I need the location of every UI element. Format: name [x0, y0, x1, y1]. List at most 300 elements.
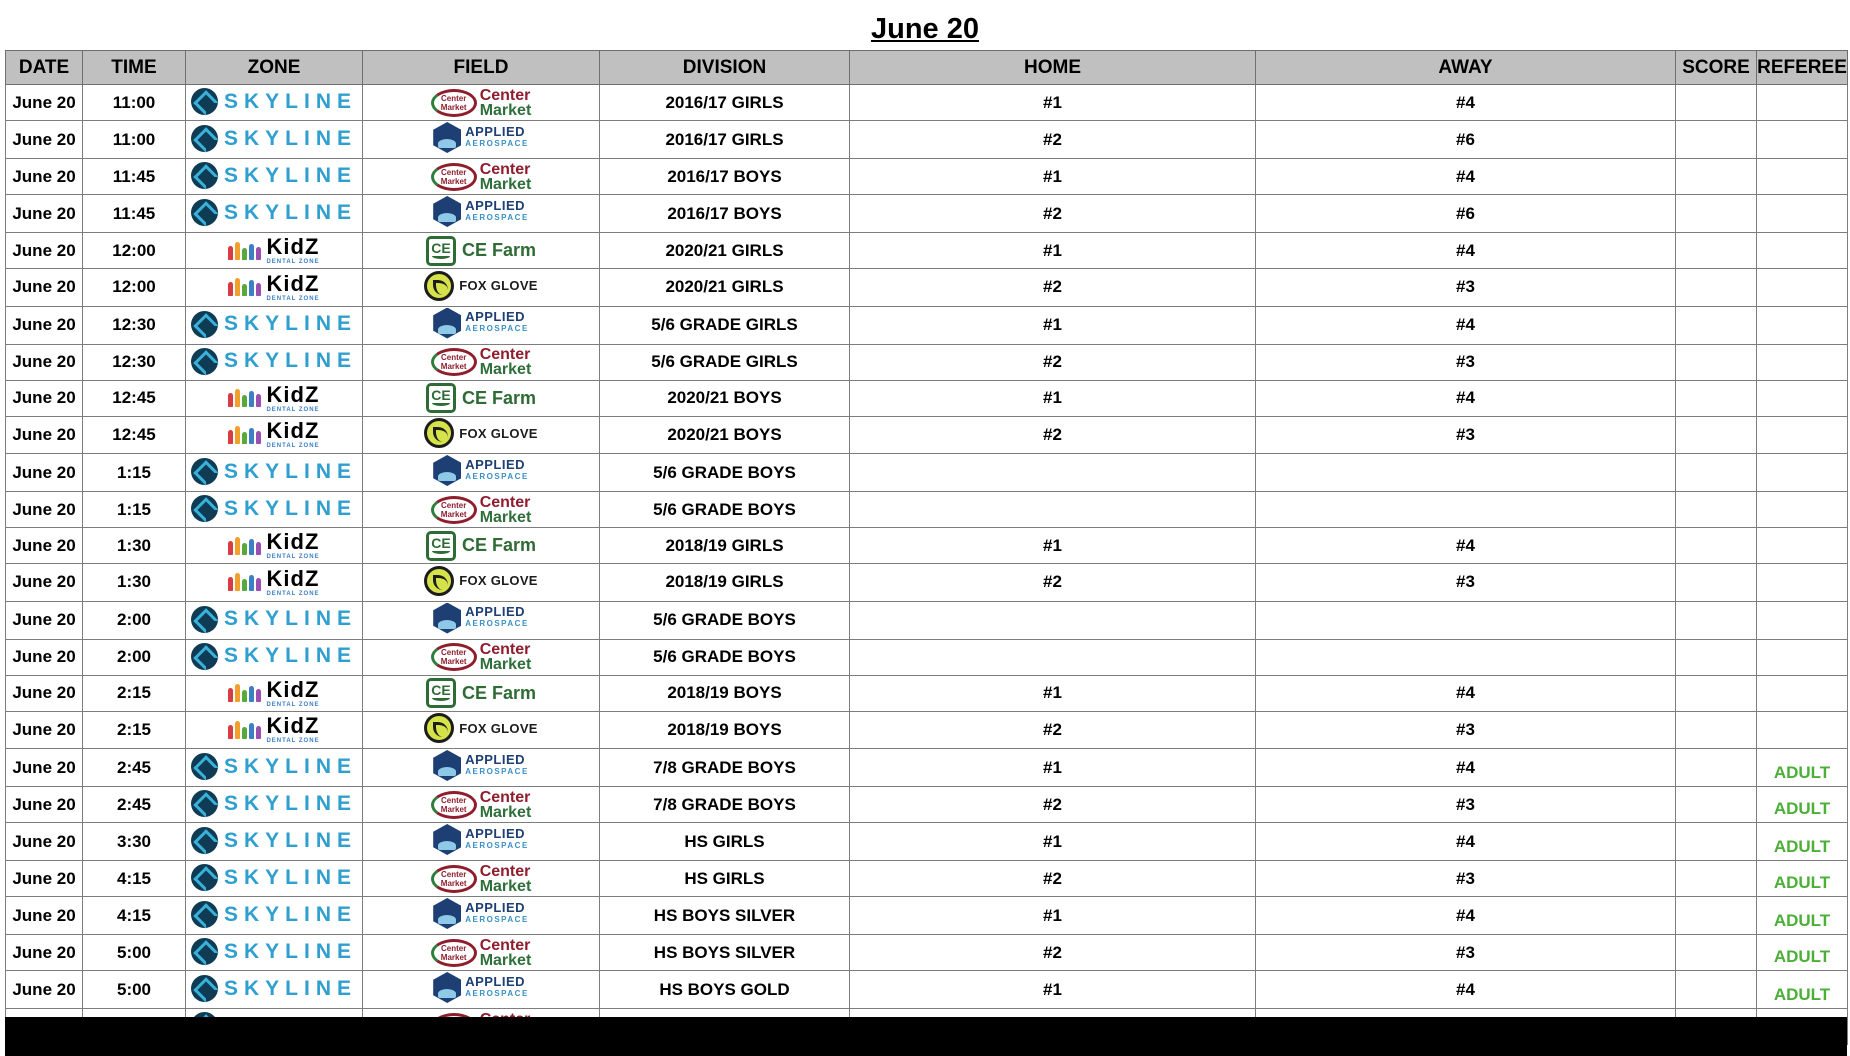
referee-cell — [1757, 85, 1848, 121]
zone-cell — [186, 749, 363, 787]
field-cell — [363, 823, 600, 861]
zone-cell — [186, 159, 363, 195]
date-cell: June 20 — [6, 121, 83, 159]
ce-farm-wordmark: CE Farm — [461, 535, 537, 555]
away-cell: #3 — [1256, 935, 1676, 971]
table-row — [6, 897, 1848, 935]
home-cell: #1 — [850, 380, 1256, 416]
center-market-wordmark: Center Market — [479, 641, 532, 674]
applied-aerospace-logo — [433, 897, 529, 930]
zone-cell — [186, 564, 363, 602]
applied-aerospace-logo — [433, 749, 529, 782]
fox-glove-wordmark: FOX GLOVE — [459, 278, 538, 293]
zone-cell — [186, 675, 363, 711]
date-cell: June 20 — [6, 749, 83, 787]
table-row — [6, 601, 1848, 639]
zone-cell — [186, 195, 363, 233]
time-cell: 3:30 — [83, 823, 186, 861]
home-cell — [850, 492, 1256, 528]
score-cell — [1676, 601, 1757, 639]
date-cell: June 20 — [6, 675, 83, 711]
skyline-logo — [191, 972, 357, 1005]
applied-aerospace-hex-icon — [433, 196, 461, 227]
center-market-wordmark: Center Market — [479, 936, 532, 969]
table-row — [6, 971, 1848, 1009]
field-cell — [363, 492, 600, 528]
zone-cell — [186, 416, 363, 454]
skyline-wordmark: SKYLINE — [223, 349, 357, 372]
applied-aerospace-logo — [433, 602, 529, 635]
kidz-wordmark: KidZ — [266, 418, 320, 444]
division-cell: HS BOYS SILVER — [600, 935, 850, 971]
applied-aerospace-hex-icon — [433, 824, 461, 855]
time-cell: 12:30 — [83, 306, 186, 344]
division-cell: 5/6 GRADE GIRLS — [600, 306, 850, 344]
date-cell: June 20 — [6, 306, 83, 344]
score-cell — [1676, 492, 1757, 528]
kidz-dental-zone-logo — [228, 271, 319, 304]
skyline-logo — [191, 640, 357, 673]
date-cell: June 20 — [6, 787, 83, 823]
time-cell: 12:00 — [83, 233, 186, 269]
score-cell — [1676, 416, 1757, 454]
skyline-mark-icon — [191, 199, 218, 226]
away-cell: #4 — [1256, 85, 1676, 121]
date-cell: June 20 — [6, 380, 83, 416]
home-cell: #1 — [850, 306, 1256, 344]
skyline-wordmark: SKYLINE — [223, 865, 357, 889]
skyline-mark-icon — [191, 606, 218, 633]
time-cell: 2:15 — [83, 675, 186, 711]
away-cell: #3 — [1256, 711, 1676, 749]
field-cell — [363, 528, 600, 564]
zone-cell — [186, 787, 363, 823]
division-cell: 2018/19 BOYS — [600, 675, 850, 711]
table-row — [6, 269, 1848, 307]
field-cell — [363, 787, 600, 823]
zone-cell — [186, 269, 363, 307]
division-cell: 2016/17 GIRLS — [600, 121, 850, 159]
home-cell: #1 — [850, 749, 1256, 787]
referee-cell — [1757, 344, 1848, 380]
kidz-people-icon — [228, 389, 263, 407]
away-cell — [1256, 492, 1676, 528]
time-cell: 1:15 — [83, 492, 186, 528]
skyline-wordmark: SKYLINE — [223, 607, 357, 630]
score-cell — [1676, 639, 1757, 675]
applied-aerospace-hex-icon — [433, 898, 461, 929]
home-cell: #1 — [850, 823, 1256, 861]
score-cell — [1676, 380, 1757, 416]
zone-cell — [186, 935, 363, 971]
center-market-oval-icon: Center Market — [431, 496, 477, 524]
home-cell: #2 — [850, 195, 1256, 233]
referee-cell — [1757, 269, 1848, 307]
zone-cell — [186, 306, 363, 344]
center-market-oval-icon: Center Market — [431, 89, 477, 117]
skyline-wordmark: SKYLINE — [223, 902, 357, 926]
field-cell — [363, 85, 600, 121]
applied-aerospace-wordmark: APPLIED AEROSPACE — [465, 309, 529, 333]
home-cell: #1 — [850, 897, 1256, 935]
fox-glove-wordmark: FOX GLOVE — [459, 720, 538, 736]
referee-cell: ADULT — [1757, 861, 1848, 897]
referee-cell — [1757, 121, 1848, 159]
date-cell: June 20 — [6, 492, 83, 528]
center-market-oval-icon: Center Market — [431, 865, 477, 893]
table-row — [6, 749, 1848, 787]
zone-cell — [186, 601, 363, 639]
away-cell: #3 — [1256, 269, 1676, 307]
home-cell — [850, 454, 1256, 492]
zone-cell — [186, 344, 363, 380]
skyline-logo — [191, 492, 357, 525]
center-market-wordmark: Center Market — [479, 346, 532, 379]
away-cell: #4 — [1256, 897, 1676, 935]
home-cell: #2 — [850, 121, 1256, 159]
score-cell — [1676, 344, 1757, 380]
applied-aerospace-logo — [433, 307, 529, 340]
referee-cell — [1757, 601, 1848, 639]
referee-cell: ADULT — [1757, 749, 1848, 787]
kidz-people-icon — [228, 537, 263, 555]
fox-glove-circle-icon — [424, 418, 454, 448]
field-cell — [363, 749, 600, 787]
zone-cell — [186, 528, 363, 564]
kidz-dental-zone-logo — [228, 382, 319, 415]
date-cell: June 20 — [6, 861, 83, 897]
score-cell — [1676, 269, 1757, 307]
home-cell: #2 — [850, 564, 1256, 602]
applied-aerospace-wordmark: APPLIED AEROSPACE — [465, 899, 529, 924]
skyline-mark-icon — [191, 938, 218, 965]
time-cell: 1:30 — [83, 564, 186, 602]
applied-aerospace-hex-icon — [433, 972, 461, 1003]
table-row — [6, 159, 1848, 195]
kidz-people-icon — [228, 684, 263, 702]
applied-aerospace-logo — [433, 121, 529, 154]
skyline-wordmark: SKYLINE — [223, 939, 357, 963]
table-row — [6, 528, 1848, 564]
header-time: TIME — [83, 51, 186, 85]
date-cell: June 20 — [6, 935, 83, 971]
header-referee: REFEREE — [1757, 51, 1848, 85]
zone-cell — [186, 823, 363, 861]
table-row — [6, 416, 1848, 454]
skyline-wordmark: SKYLINE — [223, 126, 357, 150]
kidz-subtitle: DENTAL ZONE — [266, 738, 320, 745]
skyline-wordmark: SKYLINE — [223, 644, 357, 667]
score-cell — [1676, 971, 1757, 1009]
kidz-subtitle: DENTAL ZONE — [266, 443, 320, 450]
center-market-logo — [431, 936, 532, 969]
center-market-logo — [431, 862, 532, 895]
field-cell — [363, 861, 600, 897]
time-cell: 12:45 — [83, 416, 186, 454]
table-row — [6, 306, 1848, 344]
zone-cell — [186, 454, 363, 492]
home-cell: #1 — [850, 159, 1256, 195]
time-cell: 4:15 — [83, 897, 186, 935]
kidz-wordmark: KidZ — [266, 713, 320, 739]
applied-aerospace-hex-icon — [433, 603, 461, 634]
time-cell: 2:45 — [83, 749, 186, 787]
table-row — [6, 233, 1848, 269]
away-cell: #3 — [1256, 787, 1676, 823]
field-cell — [363, 159, 600, 195]
time-cell: 4:15 — [83, 861, 186, 897]
applied-aerospace-wordmark: APPLIED AEROSPACE — [465, 825, 529, 850]
referee-cell — [1757, 159, 1848, 195]
score-cell — [1676, 711, 1757, 749]
applied-aerospace-hex-icon — [433, 308, 461, 339]
skyline-logo — [191, 196, 357, 229]
skyline-mark-icon — [191, 753, 218, 780]
time-cell: 5:00 — [83, 935, 186, 971]
away-cell: #3 — [1256, 564, 1676, 602]
kidz-dental-zone-logo — [228, 529, 319, 562]
referee-cell — [1757, 711, 1848, 749]
applied-aerospace-hex-icon — [433, 455, 461, 486]
applied-aerospace-logo — [433, 195, 529, 228]
field-cell — [363, 380, 600, 416]
kidz-subtitle: DENTAL ZONE — [266, 554, 320, 560]
field-cell — [363, 306, 600, 344]
zone-cell — [186, 639, 363, 675]
time-cell: 2:00 — [83, 601, 186, 639]
applied-aerospace-logo — [433, 454, 529, 487]
skyline-wordmark: SKYLINE — [223, 459, 357, 483]
table-row — [6, 639, 1848, 675]
zone-cell — [186, 492, 363, 528]
division-cell: 5/6 GRADE BOYS — [600, 454, 850, 492]
ce-farm-logo — [426, 234, 536, 267]
date-cell: June 20 — [6, 528, 83, 564]
ce-farm-wordmark: CE Farm — [461, 682, 537, 703]
home-cell: #2 — [850, 416, 1256, 454]
zone-cell — [186, 861, 363, 897]
applied-aerospace-hex-icon — [433, 750, 461, 781]
division-cell: 7/8 GRADE BOYS — [600, 787, 850, 823]
applied-aerospace-wordmark: APPLIED AEROSPACE — [465, 973, 529, 998]
away-cell: #3 — [1256, 416, 1676, 454]
zone-cell — [186, 380, 363, 416]
table-row — [6, 380, 1848, 416]
skyline-logo — [191, 85, 357, 118]
date-cell: June 20 — [6, 601, 83, 639]
table-row — [6, 85, 1848, 121]
kidz-people-icon — [228, 721, 263, 739]
referee-cell — [1757, 492, 1848, 528]
skyline-mark-icon — [191, 348, 218, 375]
division-cell: 2020/21 GIRLS — [600, 269, 850, 307]
division-cell: 2016/17 GIRLS — [600, 85, 850, 121]
fox-glove-wordmark: FOX GLOVE — [459, 425, 538, 441]
skyline-mark-icon — [191, 88, 218, 115]
time-cell: 11:00 — [83, 85, 186, 121]
field-cell — [363, 195, 600, 233]
skyline-logo — [191, 935, 357, 968]
date-cell: June 20 — [6, 564, 83, 602]
home-cell: #2 — [850, 935, 1256, 971]
skyline-logo — [191, 824, 357, 857]
skyline-logo — [191, 861, 357, 894]
kidz-dental-zone-logo — [228, 418, 319, 451]
date-cell: June 20 — [6, 711, 83, 749]
table-row — [6, 454, 1848, 492]
field-cell — [363, 971, 600, 1009]
footer-bar — [5, 1017, 1847, 1056]
fox-glove-wordmark: FOX GLOVE — [459, 573, 538, 588]
score-cell — [1676, 233, 1757, 269]
field-cell — [363, 711, 600, 749]
score-cell — [1676, 121, 1757, 159]
skyline-wordmark: SKYLINE — [223, 89, 357, 113]
date-cell: June 20 — [6, 195, 83, 233]
home-cell — [850, 639, 1256, 675]
away-cell: #4 — [1256, 971, 1676, 1009]
skyline-logo — [191, 159, 357, 192]
home-cell: #2 — [850, 787, 1256, 823]
home-cell — [850, 601, 1256, 639]
field-cell — [363, 601, 600, 639]
skyline-logo — [191, 122, 357, 155]
referee-cell — [1757, 416, 1848, 454]
header-score: SCORE — [1676, 51, 1757, 85]
header-row — [6, 51, 1848, 85]
fox-glove-circle-icon — [424, 566, 454, 596]
score-cell — [1676, 564, 1757, 602]
home-cell: #1 — [850, 528, 1256, 564]
division-cell: 5/6 GRADE BOYS — [600, 639, 850, 675]
ce-farm-wordmark: CE Farm — [461, 240, 537, 260]
kidz-dental-zone-logo — [228, 234, 319, 267]
division-cell: 2020/21 BOYS — [600, 416, 850, 454]
page-title: June 20 — [871, 13, 979, 45]
skyline-logo — [191, 455, 357, 488]
field-cell — [363, 897, 600, 935]
referee-cell — [1757, 454, 1848, 492]
ce-farm-box-icon: CE — [426, 678, 456, 708]
ce-farm-box-icon: CE — [426, 531, 456, 561]
table-row — [6, 823, 1848, 861]
date-cell: June 20 — [6, 233, 83, 269]
skyline-mark-icon — [191, 311, 218, 338]
skyline-mark-icon — [191, 162, 218, 189]
referee-cell: ADULT — [1757, 823, 1848, 861]
field-cell — [363, 344, 600, 380]
kidz-subtitle: DENTAL ZONE — [266, 590, 320, 597]
center-market-wordmark: Center Market — [479, 160, 532, 193]
applied-aerospace-wordmark: APPLIED AEROSPACE — [465, 197, 529, 222]
kidz-wordmark: KidZ — [266, 565, 320, 591]
score-cell — [1676, 897, 1757, 935]
skyline-logo — [191, 345, 357, 378]
header-division: DIVISION — [600, 51, 850, 85]
referee-cell — [1757, 380, 1848, 416]
skyline-mark-icon — [191, 827, 218, 854]
score-cell — [1676, 675, 1757, 711]
referee-cell — [1757, 675, 1848, 711]
time-cell: 12:45 — [83, 380, 186, 416]
referee-cell: ADULT — [1757, 787, 1848, 823]
score-cell — [1676, 935, 1757, 971]
skyline-logo — [191, 308, 357, 341]
date-cell: June 20 — [6, 269, 83, 307]
skyline-wordmark: SKYLINE — [223, 496, 357, 520]
ce-farm-box-icon: CE — [426, 236, 456, 266]
kidz-subtitle: DENTAL ZONE — [266, 259, 320, 265]
division-cell: 2018/19 GIRLS — [600, 528, 850, 564]
ce-farm-logo — [426, 677, 536, 710]
referee-cell — [1757, 233, 1848, 269]
skyline-mark-icon — [191, 458, 218, 485]
field-cell — [363, 564, 600, 602]
field-cell — [363, 269, 600, 307]
table-row — [6, 787, 1848, 823]
table-row — [6, 564, 1848, 602]
skyline-logo — [191, 787, 357, 820]
date-cell: June 20 — [6, 971, 83, 1009]
center-market-oval-icon: Center Market — [431, 163, 477, 191]
referee-cell: ADULT — [1757, 897, 1848, 935]
kidz-dental-zone-logo — [228, 677, 319, 710]
header-away: AWAY — [1256, 51, 1676, 85]
division-cell: 5/6 GRADE BOYS — [600, 492, 850, 528]
division-cell: 5/6 GRADE BOYS — [600, 601, 850, 639]
home-cell: #1 — [850, 971, 1256, 1009]
skyline-mark-icon — [191, 495, 218, 522]
time-cell: 1:30 — [83, 528, 186, 564]
table-row — [6, 492, 1848, 528]
date-cell: June 20 — [6, 897, 83, 935]
time-cell: 11:00 — [83, 121, 186, 159]
skyline-logo — [191, 603, 357, 636]
center-market-logo — [431, 493, 532, 526]
center-market-oval-icon: Center Market — [431, 939, 477, 967]
center-market-wordmark: Center Market — [479, 862, 532, 895]
fox-glove-logo — [424, 564, 538, 597]
division-cell: 7/8 GRADE BOYS — [600, 749, 850, 787]
kidz-wordmark: KidZ — [266, 234, 320, 259]
away-cell: #4 — [1256, 749, 1676, 787]
applied-aerospace-logo — [433, 971, 529, 1004]
away-cell — [1256, 639, 1676, 675]
kidz-wordmark: KidZ — [266, 381, 320, 407]
division-cell: HS BOYS GOLD — [600, 971, 850, 1009]
division-cell: HS BOYS SILVER — [600, 897, 850, 935]
skyline-mark-icon — [191, 864, 218, 891]
skyline-mark-icon — [191, 901, 218, 928]
table-row — [6, 121, 1848, 159]
skyline-wordmark: SKYLINE — [223, 200, 357, 224]
date-cell: June 20 — [6, 639, 83, 675]
away-cell: #4 — [1256, 159, 1676, 195]
field-cell — [363, 233, 600, 269]
applied-aerospace-wordmark: APPLIED AEROSPACE — [465, 456, 529, 481]
away-cell: #4 — [1256, 675, 1676, 711]
away-cell: #4 — [1256, 306, 1676, 344]
fox-glove-logo — [424, 269, 538, 302]
date-cell: June 20 — [6, 159, 83, 195]
center-market-logo — [431, 346, 532, 379]
skyline-logo — [191, 898, 357, 931]
time-cell: 2:45 — [83, 787, 186, 823]
score-cell — [1676, 749, 1757, 787]
away-cell: #4 — [1256, 823, 1676, 861]
ce-farm-logo — [426, 382, 536, 415]
date-cell: June 20 — [6, 454, 83, 492]
